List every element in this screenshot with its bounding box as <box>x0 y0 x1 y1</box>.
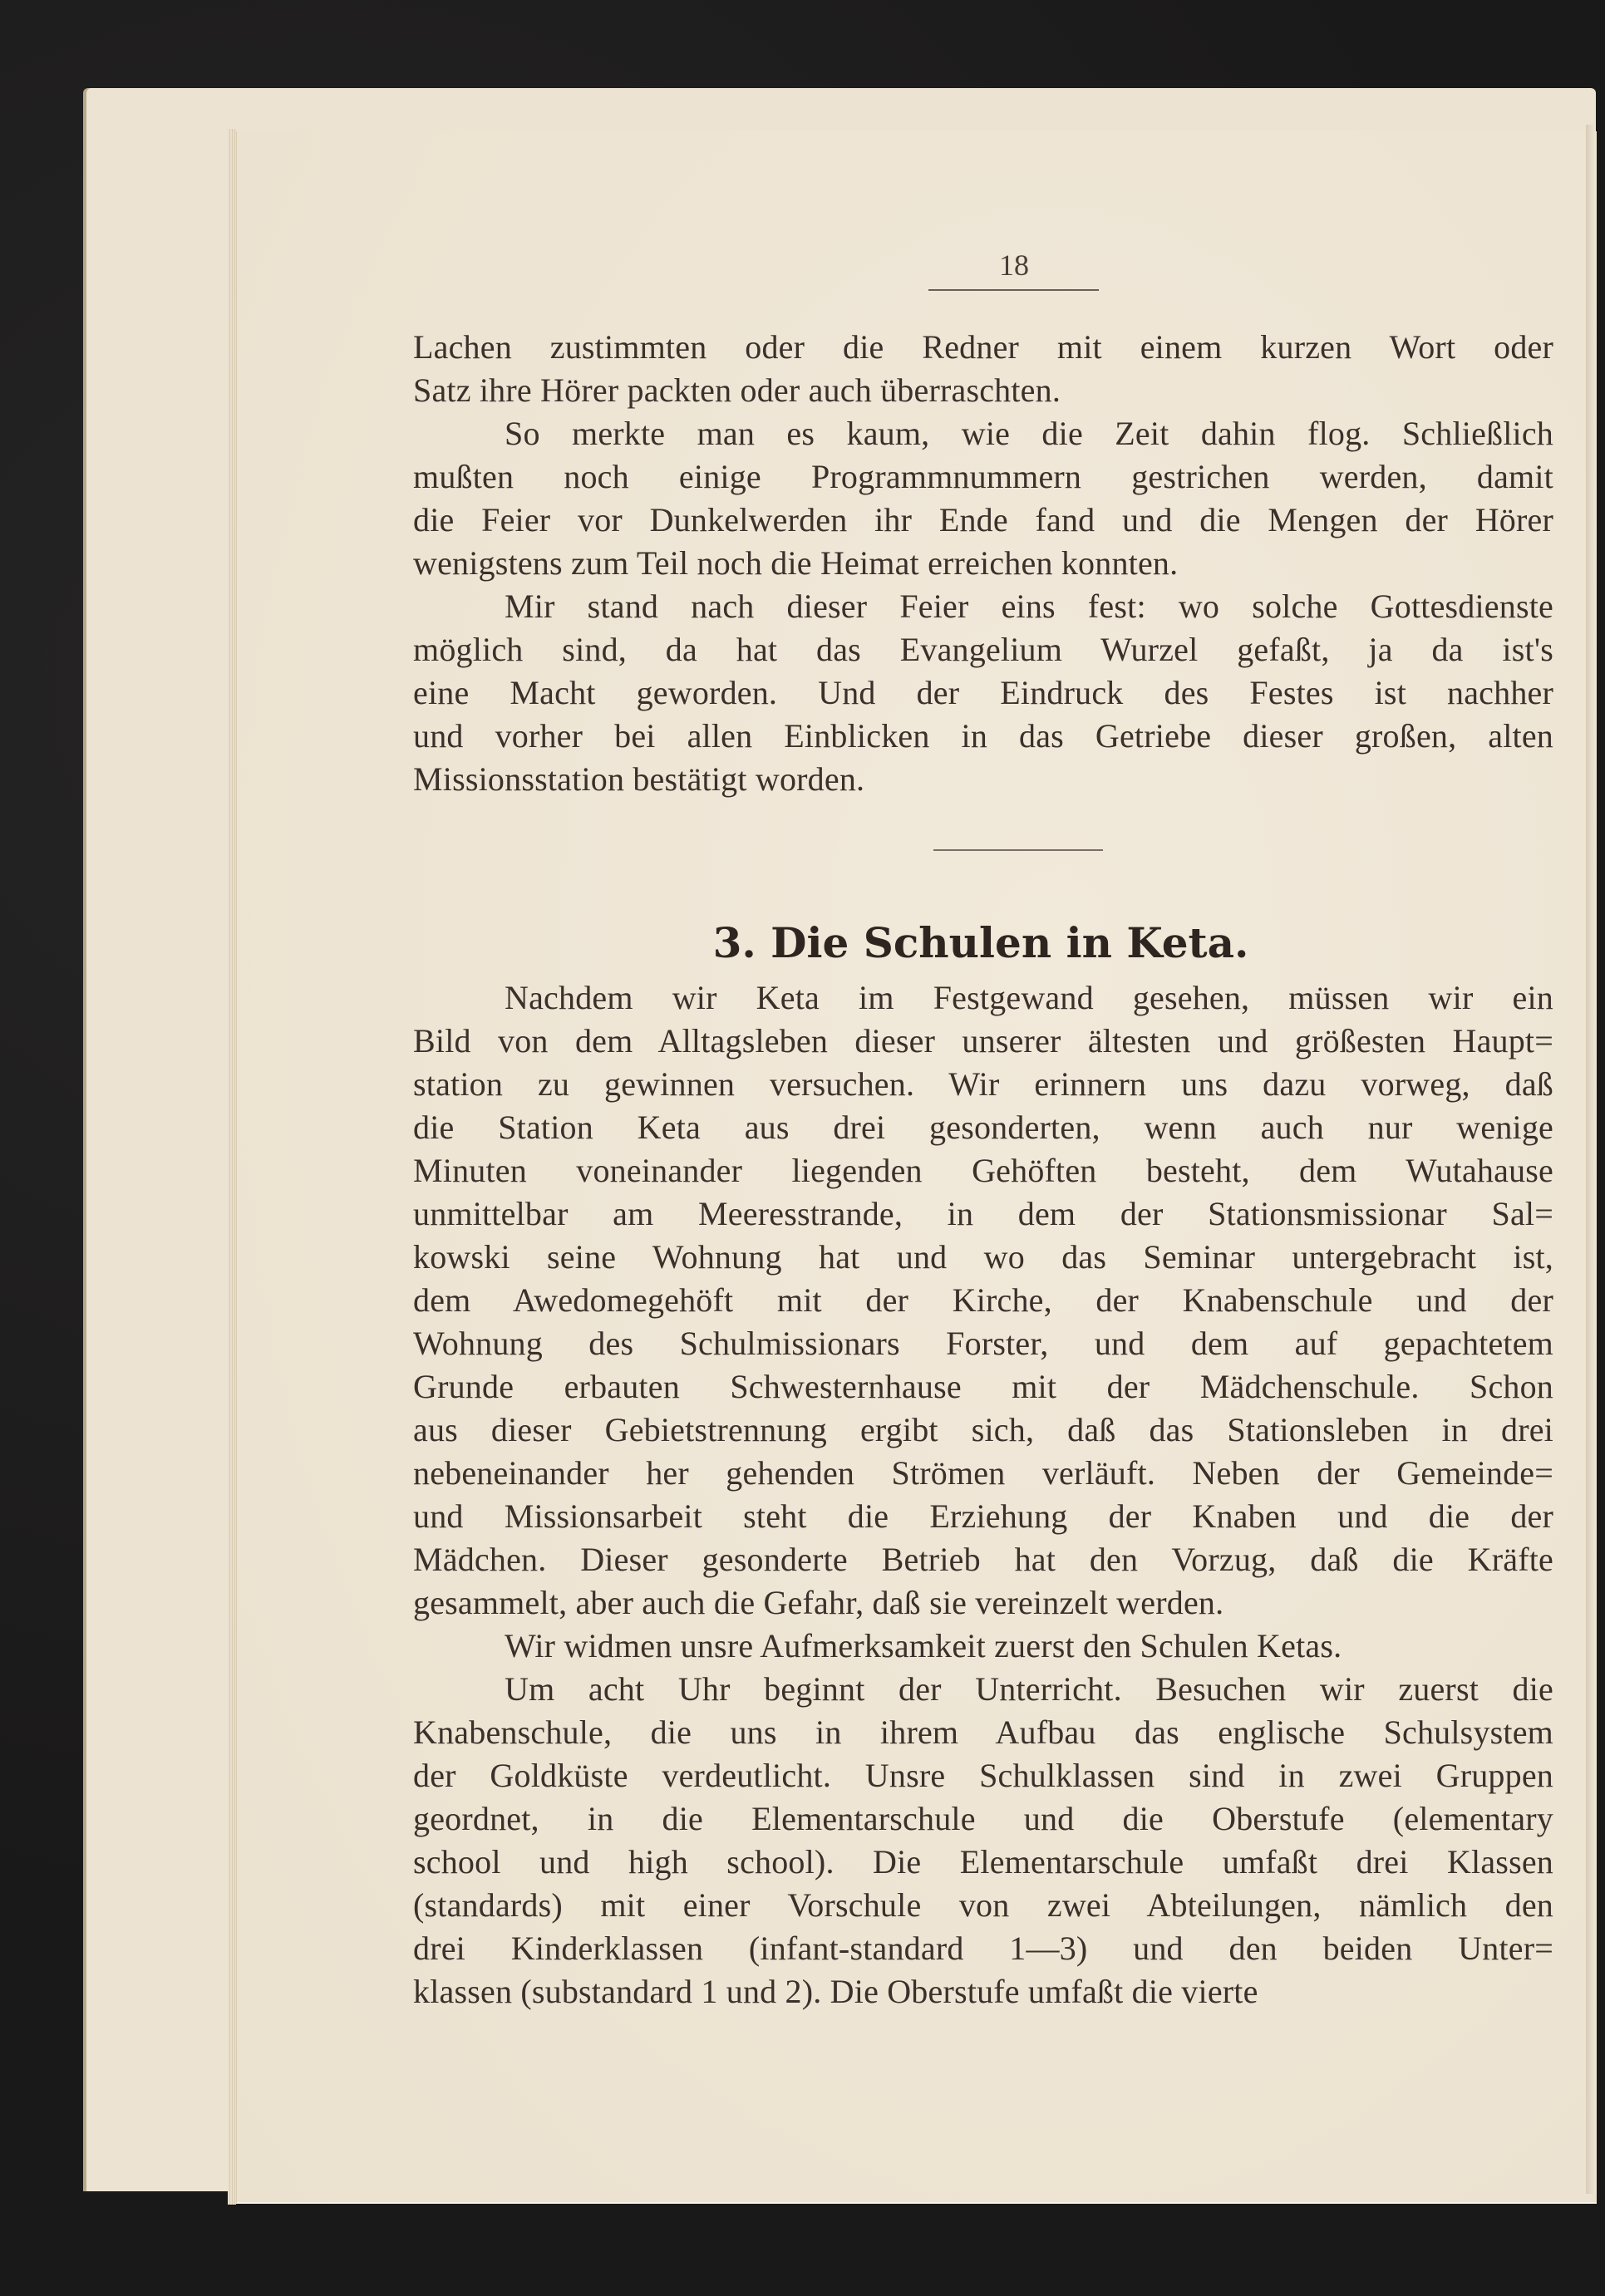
paragraph <box>413 976 1553 1625</box>
text-line: klassen (substandard 1 und 2). Die Oberstufe umfaßt die vierte <box>413 1973 1258 2010</box>
text-line: mußten noch einige Programmnummern gestrichen werden, damit <box>413 458 1553 495</box>
text-line: eine Macht geworden. Und der Eindruck des Festes ist nachher <box>413 674 1553 711</box>
text-line: school und high school). Die Elementarschule umfaßt drei Klassen <box>413 1843 1553 1881</box>
text-line: nebeneinander her gehenden Strömen verläuft. Neben der Gemeinde= <box>413 1454 1553 1492</box>
text-line: Bild von dem Alltagsleben dieser unserer ältesten und größesten Haupt= <box>413 1022 1553 1060</box>
text-line: die Feier vor Dunkelwerden ihr Ende fand und die Mengen der Hörer <box>413 501 1553 538</box>
page-number: 18 <box>999 248 1029 282</box>
text-line: Um acht Uhr beginnt der Unterricht. Besuchen wir zuerst die <box>505 1670 1553 1708</box>
text-line: Grunde erbauten Schwesternhause mit der Mädchenschule. Schon <box>413 1368 1553 1405</box>
text-line: So merkte man es kaum, wie die Zeit dahin flog. Schließlich <box>505 415 1553 452</box>
page-edges <box>228 129 236 2205</box>
text-line: unmittelbar am Meeresstrande, in dem der Stationsmissionar Sal= <box>413 1195 1553 1232</box>
text-line: drei Kinderklassen (infant-standard 1—3) und den beiden Unter= <box>413 1930 1553 1967</box>
text-line: Lachen zustimmten oder die Redner mit einem kurzen Wort oder <box>413 328 1553 366</box>
text-line: Satz ihre Hörer packten oder auch überraschten. <box>413 371 1061 409</box>
text-block-after-heading <box>413 976 1553 2013</box>
paragraph <box>413 1625 1553 1668</box>
text-line: geordnet, in die Elementarschule und die Oberstufe (elementary <box>413 1800 1553 1837</box>
text-line: dem Awedomegehöft mit der Kirche, der Knabenschule und der <box>413 1281 1553 1319</box>
text-line: Missionsstation bestätigt worden. <box>413 760 865 798</box>
text-line: wenigstens zum Teil noch die Heimat erreichen konnten. <box>413 544 1179 582</box>
text-line: Knabenschule, die uns in ihrem Aufbau das englische Schulsystem <box>413 1713 1553 1751</box>
text-line: station zu gewinnen versuchen. Wir erinnern uns dazu vorweg, daß <box>413 1065 1553 1103</box>
text-line: und vorher bei allen Einblicken in das Getriebe dieser großen, alten <box>413 717 1553 755</box>
text-line: möglich sind, da hat das Evangelium Wurzel gefaßt, ja da ist's <box>413 631 1553 668</box>
text-line: gesammelt, aber auch die Gefahr, daß sie vereinzelt werden. <box>413 1584 1224 1621</box>
text-line: Wir widmen unsre Aufmerksamkeit zuerst den Schulen Ketas. <box>505 1627 1342 1664</box>
paragraph <box>413 585 1553 801</box>
text-block-before-heading <box>413 326 1553 801</box>
text-line: der Goldküste verdeutlicht. Unsre Schulklassen sind in zwei Gruppen <box>413 1757 1553 1794</box>
text-line: Mir stand nach dieser Feier eins fest: wo solche Gottesdienste <box>505 588 1553 625</box>
paragraph <box>413 1668 1553 2013</box>
text-line: kowski seine Wohnung hat und wo das Seminar untergebracht ist, <box>413 1238 1553 1276</box>
text-line: Nachdem wir Keta im Festgewand gesehen, müssen wir ein <box>505 979 1553 1016</box>
text-line: (standards) mit einer Vorschule von zwei Abteilungen, nämlich den <box>413 1886 1553 1924</box>
text-line: Mädchen. Dieser gesonderte Betrieb hat den Vorzug, daß die Kräfte <box>413 1541 1553 1578</box>
header-rule <box>928 289 1099 291</box>
text-line: aus dieser Gebietstrennung ergibt sich, daß das Stationsleben in drei <box>413 1411 1553 1448</box>
book-gutter <box>1586 125 1596 2194</box>
section-heading: 3. Die Schulen in Keta. <box>712 918 1249 967</box>
paragraph <box>413 326 1553 412</box>
section-separator-rule <box>933 849 1103 851</box>
paragraph <box>413 412 1553 585</box>
text-line: Minuten voneinander liegenden Gehöften besteht, dem Wutahause <box>413 1152 1553 1189</box>
text-line: und Missionsarbeit steht die Erziehung der Knaben und die der <box>413 1497 1553 1535</box>
text-line: Wohnung des Schulmissionars Forster, und dem auf gepachtetem <box>413 1325 1553 1362</box>
text-line: die Station Keta aus drei gesonderten, wenn auch nur wenige <box>413 1109 1553 1146</box>
